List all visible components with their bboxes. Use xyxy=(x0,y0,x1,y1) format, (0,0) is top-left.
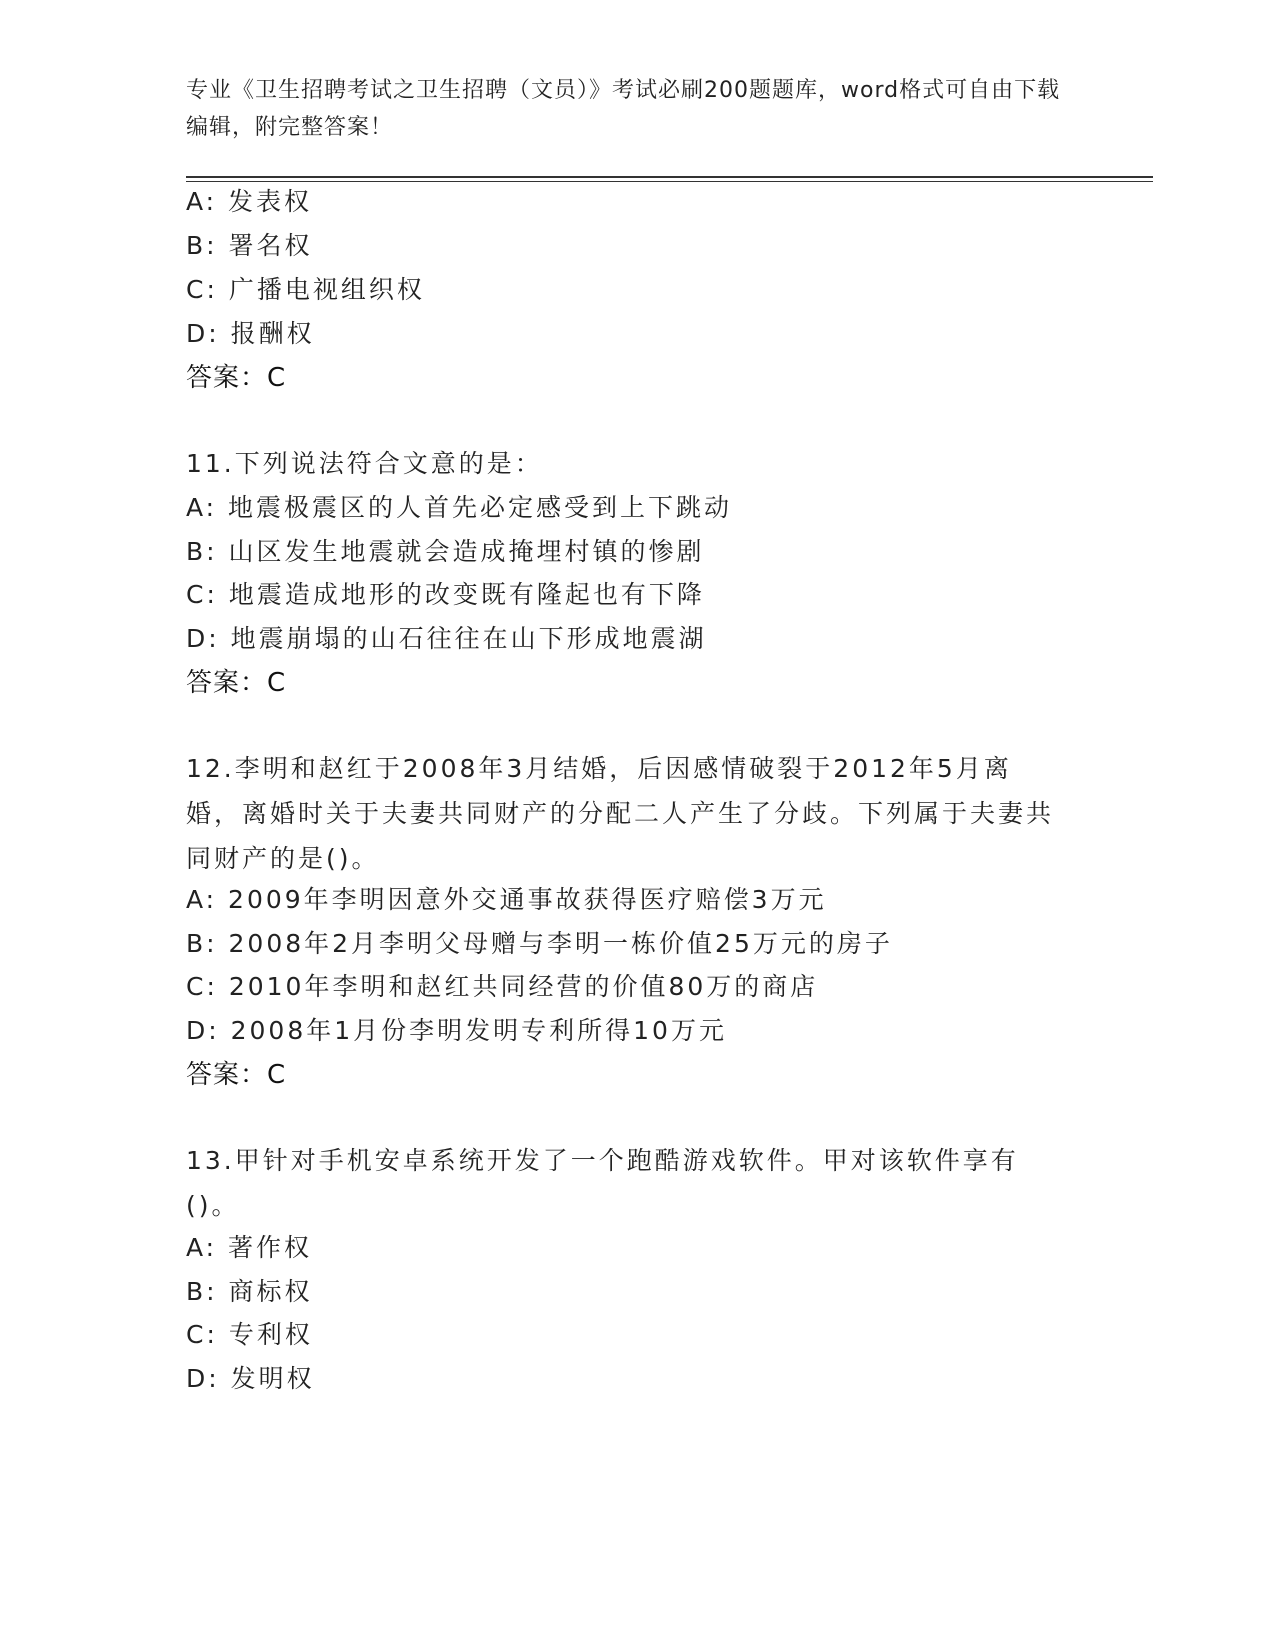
q13-option-b: B: 商标权 xyxy=(186,1277,313,1306)
q11-answer: 答案：C xyxy=(186,668,287,698)
q11-stem: 11.下列说法符合文意的是： xyxy=(186,449,543,478)
q12-option-b: B: 2008年2月李明父母赠与李明一栋价值25万元的房子 xyxy=(186,929,893,958)
q12-option-d: D: 2008年1月份李明发明专利所得10万元 xyxy=(186,1016,727,1045)
q12-stem: 12.李明和赵红于2008年3月结婚，后因感情破裂于2012年5月离婚，离婚时关于夫妻共同财产的分配二人产生了分歧。下列属于夫妻共同财产的是()。 xyxy=(186,754,1055,873)
q13-option-d: D: 发明权 xyxy=(186,1364,315,1393)
q13-option-a: A: 著作权 xyxy=(186,1233,313,1262)
document-header: 专业《卫生招聘考试之卫生招聘（文员）》考试必刷200题题库，word格式可自由下载编辑，附完整答案！ xyxy=(186,78,1061,140)
q10-option-a: A: 发表权 xyxy=(186,187,313,216)
q13-option-c: C: 专利权 xyxy=(186,1320,313,1349)
q13-stem: 13.甲针对手机安卓系统开发了一个跑酷游戏软件。甲对该软件享有()。 xyxy=(186,1146,1019,1220)
q11-option-b: B: 山区发生地震就会造成掩埋村镇的惨剧 xyxy=(186,537,705,566)
q10-answer: 答案：C xyxy=(186,363,287,393)
q11-option-d: D: 地震崩塌的山石往往在山下形成地震湖 xyxy=(186,624,707,653)
q10-option-c: C: 广播电视组织权 xyxy=(186,275,425,304)
header-divider xyxy=(186,176,1153,182)
q12-option-a: A: 2009年李明因意外交通事故获得医疗赔偿3万元 xyxy=(186,885,827,914)
q11-option-c: C: 地震造成地形的改变既有隆起也有下降 xyxy=(186,580,705,609)
q12-answer: 答案：C xyxy=(186,1060,287,1090)
q10-option-b: B: 署名权 xyxy=(186,231,313,260)
q10-option-d: D: 报酬权 xyxy=(186,319,315,348)
q12-option-c: C: 2010年李明和赵红共同经营的价值80万的商店 xyxy=(186,972,819,1001)
q11-option-a: A: 地震极震区的人首先必定感受到上下跳动 xyxy=(186,493,733,522)
